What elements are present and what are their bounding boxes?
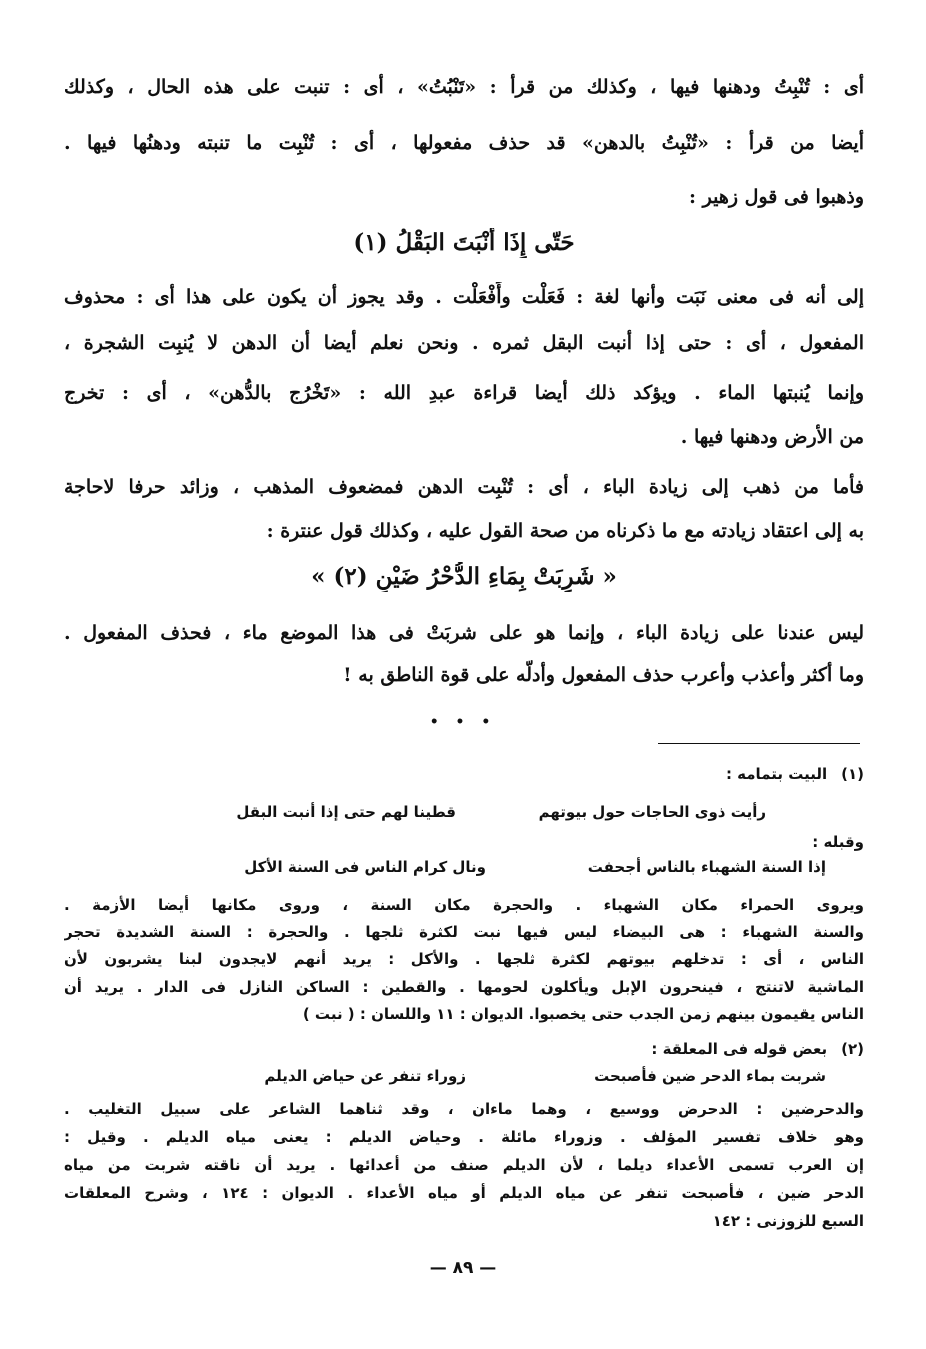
body-line: ليس عندنا على زيادة الباء ، وإنما هو على شربَتْ فى هذا الموضع ماء ، فحذف المفعول . [64, 622, 864, 644]
footnote-text: والدحرضين : الدحرض ووسيع ، وهما ماءان ، وقد ثناهما الشاعر على سبيل التغليب . [64, 1100, 864, 1118]
footnote-text: والسنة الشهباء : هى البيضاء ليس فيها نبت لكثرة ثلجها . والحجرة : السنة الشديدة تحجر [64, 923, 864, 941]
footnote-number: (١) [841, 765, 864, 783]
body-line: فأما من ذهب إلى زيادة الباء ، أى : تُنْبِت الدهن فمضعوف المذهب ، وزائد حرفا لاحاجة [64, 476, 864, 498]
footnote-text: وقبله : [812, 833, 864, 851]
page-number: — ٨٩ — [429, 1258, 497, 1278]
footnote-1-heading [64, 762, 864, 786]
verse-hemistich: زوراء تنفر عن حياض الديلم [264, 1067, 466, 1085]
body-line: به إلى اعتقاد زيادته مع ما ذكرناه من صحة القول عليه ، وكذلك قول عنترة : [266, 520, 864, 542]
verse-hemistich: إذا السنة الشهباء بالناس أجحفت [587, 858, 826, 876]
verse-hemistich: رأيت ذوى الحاجات حول بيوتهم [538, 803, 766, 821]
verse-line: « شَرِبَتْ بِمَاءِ الدُّحْرُ ضَيْنِ (٢) » [311, 563, 617, 590]
footnote-text: الدحر ضين ، فأصبحت تنفر عن مياه الديلم أو مياه الأعداء . الديوان : ١٢٤ ، وشرح المعلقات [64, 1184, 864, 1202]
footnote-text: الناس يقيمون بينهم زمن الجدب حتى يخصبوا. الديوان : ١١ واللسان : ( نبت ) [302, 1005, 864, 1023]
verse-hemistich: شربت بماء الدحر ضين فأصبحت [594, 1067, 826, 1085]
body-line: وما أكثر وأعذب وأعرب حذف المفعول وأدلّه على قوة الناطق به ! [343, 664, 864, 686]
footnote-number: (٢) [841, 1040, 864, 1058]
verse-hemistich: قطينا لهم حتى إذا أنبت البقل [236, 803, 456, 821]
footnote-text: الماشية لاتنتج ، فينحرون الإبل ويأكلون لحومها . والقطين : الساكن النازل فى الدار . يريد أن [64, 978, 864, 996]
footnote-text: السبع للزوزنى : ١٤٢ [712, 1212, 864, 1230]
footnote-rule [658, 743, 860, 744]
footnote-text: وهو خلاف تفسير المؤلف . وزوراء مائلة . وحياض الديلم : يعنى مياه الديلم . وقيل : [64, 1128, 864, 1146]
body-line: أى : تُنْبِتُ ودهنها فيها ، وكذلك من قرأ : «تَنْبُتُ» ، أى : تنبت على هذه الحال ، وكذلك [64, 76, 864, 98]
footnote-text: الناس ، أى : تدخلهم بيوتهم لكثرة ثلجها . والأكل : يريد أنهم لايجدون لبنا يشربون لأن [64, 950, 864, 968]
section-separator: • • • [429, 714, 497, 730]
body-line: إلى أنه فى معنى نَبَت وأنها لغة : فَعَلْت وأَفْعَلْت . وقد يجوز أن يكون على هذا أى : محذوف [64, 286, 864, 308]
footnote-text: ويروى الحمراء مكان الشهباء . والحجرة مكان السنة ، وروى مكانها أيضا الأزمة . [64, 896, 864, 914]
body-line: وإنما يُنبتها الماء . ويؤكد ذلك أيضا قراءة عبدِ الله : «تَخْرُج بالدُّهن» ، أى : تخرج [64, 382, 864, 404]
body-line: المفعول ، أى : حتى إذا أنبت البقل ثمره . ونحن نعلم أيضا أن الدهن لا يُنبِت الشجرة ، [64, 332, 864, 354]
footnote-intro: البيت بتمامه : [725, 765, 828, 783]
footnote-intro: بعض قوله فى المعلقة : [651, 1040, 828, 1058]
body-line: وذهبوا فى قول زهير : [689, 186, 864, 208]
footnote-2-heading [64, 1037, 864, 1061]
footnote-text: إن العرب تسمى الأعداء ديلما ، لأن الديلم صنف من أعدائها . يريد أن ناقته شربت من مياه [64, 1156, 864, 1174]
body-line: أيضا من قرأ : «تُنْبِتُ بالدهن» قد حذف مفعولها ، أى : تُنْبِت ما تنبته ودهنُها فيها . [64, 132, 864, 154]
verse-line: حَتّى إِذَا أَنْبَتَ البَقْلُ (١) [353, 229, 575, 256]
body-line: من الأرض ودهنها فيها . [680, 426, 864, 448]
verse-hemistich: ونال كرام الناس فى السنة الأكل [244, 858, 486, 876]
